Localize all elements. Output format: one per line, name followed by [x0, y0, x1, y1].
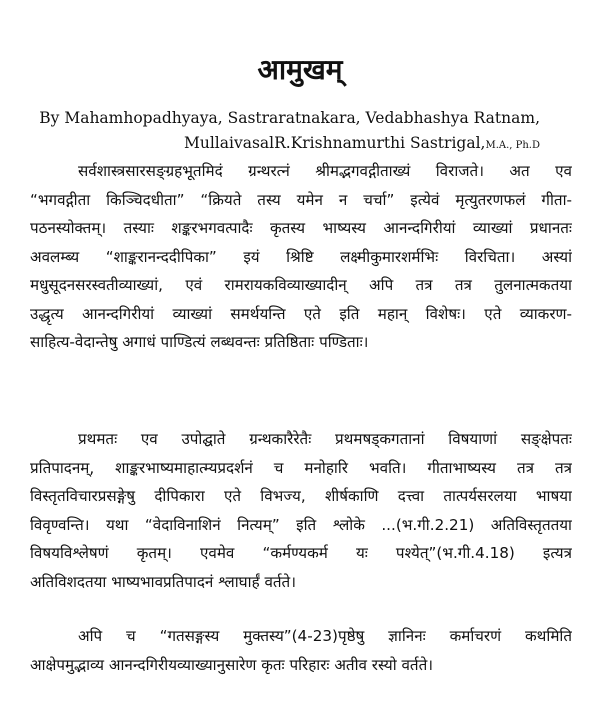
text-line: अतिविशदतया भाष्यभावप्रतिपादनं श्लाघार्हं वर्तते। — [30, 572, 296, 591]
author-name: MullaivasalR.Krishnamurthi Sastrigal, — [183, 134, 486, 152]
text-line: पठनस्योक्तम्। तस्याः शङ्करभगवत्पादैः कृतस्य भाष्यस्य आनन्दगिरीयां व्याख्यां प्रधानतः — [30, 219, 572, 237]
text-line: अवलम्ब्य “शाङ्करानन्ददीपिका” इयं श्रिष्टि लक्ष्मीकुमारशर्मभिः विरचिता। अस्यां — [30, 247, 572, 266]
author-byline-line-1: By Mahamhopadhyaya, Sastraratnakara, Vedabhashya Ratnam, — [39, 109, 540, 127]
paragraph-1 — [30, 157, 572, 357]
text-line: विवृण्वन्ति। यथा “वेदाविनाशिनं नित्यम्” इति श्लोके ...(भ.गी.2.21) अतिविस्तृततया — [30, 515, 572, 534]
text-line: आक्षेपमुद्भाव्य आनन्दगिरीयव्याख्यानुसारेण कृतः परिहारः अतीव रस्यो वर्तते। — [30, 655, 433, 674]
author-byline-line-2 — [184, 132, 540, 157]
paragraph-2 — [30, 425, 572, 596]
text-line: “भगवद्गीता किञ्चिदधीता” “क्रियते तस्य यमेन न चर्चा” इत्येवं मृत्युतरणफलं गीता- — [30, 190, 572, 209]
text-line: उद्धृत्य आनन्दगिरीयां व्याख्यां समर्थयन्ति एते इति महान् विशेषः। एते व्याकरण- — [30, 304, 572, 323]
text-line: मधुसूदनसरस्वतीव्याख्यां, एवं रामरायकविव्याख्यादीन् अपि तत्र तत्र तुलनात्मकतया — [30, 276, 572, 294]
text-line: प्रतिपादनम्, शाङ्करभाष्यमाहात्म्यप्रदर्शनं च मनोहारि भवति। गीताभाष्यस्य तत्र तत्र — [30, 458, 572, 477]
text-line: सर्वशास्त्रसारसङ्ग्रहभूतमिदं ग्रन्थरत्नं श्रीमद्भगवद्गीताख्यं विराजते। अत एव — [78, 162, 572, 180]
text-line: अपि च “गतसङ्गस्य मुक्तस्य”(4-23)पृष्ठेषु ज्ञानिनः कर्माचरणं कथमिति — [78, 627, 572, 645]
text-line: विस्तृतविचारप्रसङ्गेषु दीपिकारा एते विभज्य, शीर्षकाणि दत्त्वा तात्पर्यसरलया भाषया — [30, 487, 572, 505]
author-degrees: M.A., Ph.D — [485, 140, 540, 151]
text-line: साहित्य-वेदान्तेषु अगाधं पाण्डित्यं लब्धवन्तः प्रतिष्ठिताः पण्डिताः। — [30, 333, 369, 351]
paragraph-3 — [30, 622, 572, 679]
text-line: प्रथमतः एव उपोद्घाते ग्रन्थकारैरेतैः प्रथमषड्कगतानां विषयाणां सङ्क्षेपतः — [78, 430, 572, 448]
page-title: आमुखम् — [257, 53, 343, 86]
text-line: विषयविश्लेषणं कृतम्। एवमेव “कर्मण्यकर्म यः पश्येत्”(भ.गी.4.18) इत्यत्र — [30, 544, 572, 562]
